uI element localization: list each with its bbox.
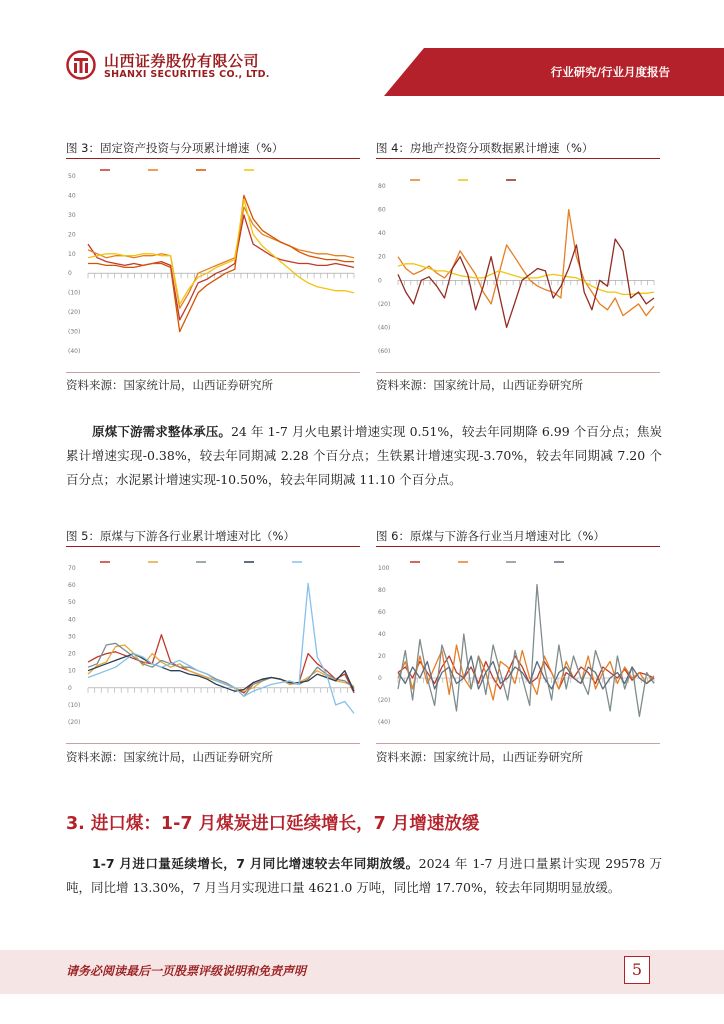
figure-4-title: 图 4：房地产投资分项数据累计增速（%） (376, 141, 594, 155)
figure-6-bottom-rule (376, 743, 660, 744)
fig3-y-tick: 0 (68, 270, 72, 278)
fig5-y-tick: 20 (68, 650, 76, 658)
fig4-y-tick: (40) (378, 324, 391, 332)
fig5-y-tick: 50 (68, 599, 76, 607)
paragraph-coal-demand-body: 24 年 1-7 月火电累计增速实现 0.51%，较去年同期降 6.99 个百分点；焦炭累计增速实现-0.38%，较去年同期减 2.28 个百分点；生铁累计增速实现-3.70%，较去年同期减 7.20 个百分点；水泥累计增速实现-10.50%，较去年同期减 11.10 个百分点。 (66, 424, 662, 487)
fig5-y-tick: (20) (68, 719, 81, 726)
company-name-en: SHANXI SECURITIES CO., LTD. (104, 69, 270, 80)
fig4-y-tick: 60 (378, 206, 386, 214)
fig3-y-tick: (40) (68, 348, 81, 355)
company-logo-icon (66, 50, 96, 80)
fig4-series-0 (398, 210, 654, 316)
figure-3-source: 资料来源：国家统计局，山西证券研究所 (66, 378, 273, 392)
figure-5-title: 图 5：原煤与下游各行业累计增速对比（%） (66, 529, 295, 543)
fig5-y-tick: 40 (68, 616, 76, 624)
report-type-label: 行业研究/行业月度报告 (550, 65, 670, 79)
fig4-y-tick: (60) (378, 348, 391, 355)
figure-5-chart (66, 554, 360, 738)
fig5-y-tick: (10) (68, 701, 81, 709)
fig5-svg (66, 554, 360, 738)
fig6-series-2 (398, 585, 654, 717)
fig4-y-tick: 20 (378, 253, 386, 261)
fig4-y-tick: (20) (378, 300, 391, 308)
page-header (0, 0, 724, 96)
fig3-y-tick: (30) (68, 328, 81, 336)
fig3-y-tick: 30 (68, 211, 76, 219)
figure-6-source: 资料来源：国家统计局，山西证券研究所 (376, 750, 583, 764)
fig5-y-tick: 60 (68, 582, 76, 590)
figure-3-title: 图 3：固定资产投资与分项累计增速（%） (66, 141, 284, 155)
fig3-series-3 (88, 199, 354, 304)
fig3-y-tick: 40 (68, 192, 76, 200)
fig4-series-1 (398, 264, 654, 295)
paragraph-coal-demand (66, 420, 662, 492)
paragraph-import-body: 2024 年 1-7 月进口量累计实现 29578 万吨，同比增 13.30%，7 月当月实现进口量 4621.0 万吨，同比增 17.70%，较去年同期明显放缓。 (66, 856, 662, 895)
fig6-y-tick: 0 (378, 675, 382, 682)
figure-3-chart (66, 162, 360, 367)
fig6-y-tick: 100 (378, 565, 390, 572)
fig3-y-tick: 20 (68, 231, 76, 239)
figure-5-top-rule (66, 546, 360, 547)
fig5-y-tick: 30 (68, 633, 76, 641)
fig5-y-tick: 0 (68, 684, 72, 692)
fig5-y-tick: 70 (68, 565, 76, 572)
figure-6-chart (376, 554, 660, 738)
fig5-series-0 (88, 635, 354, 693)
figure-5-source: 资料来源：国家统计局，山西证券研究所 (66, 750, 273, 764)
figure-4-chart (376, 172, 660, 367)
fig4-y-tick: 0 (378, 277, 382, 285)
paragraph-coal-demand-lead: 原煤下游需求整体承压。 (92, 424, 231, 439)
figure-6-title: 图 6：原煤与下游各行业当月增速对比（%） (376, 529, 605, 543)
disclaimer-link[interactable]: 请务必阅读最后一页股票评级说明和免责声明 (66, 964, 307, 978)
figure-4-top-rule (376, 158, 660, 159)
fig5-y-tick: 10 (68, 667, 76, 675)
figure-5-bottom-rule (66, 743, 360, 744)
fig3-y-tick: 50 (68, 173, 76, 180)
fig3-y-tick: 10 (68, 250, 76, 258)
figure-3-top-rule (66, 158, 360, 159)
figure-4-source: 资料来源：国家统计局，山西证券研究所 (376, 378, 583, 392)
figure-6-top-rule (376, 546, 660, 547)
fig3-y-tick: (20) (68, 309, 81, 317)
section-title: 3. 进口煤：1-7 月煤炭进口延续增长，7 月增速放缓 (66, 814, 480, 834)
fig3-svg (66, 162, 360, 367)
fig4-y-tick: 40 (378, 230, 386, 238)
fig6-y-tick: 80 (378, 587, 386, 594)
fig6-y-tick: (40) (378, 719, 391, 726)
fig6-y-tick: (20) (378, 697, 391, 704)
fig6-y-tick: 40 (378, 631, 386, 638)
fig6-y-tick: 60 (378, 609, 386, 616)
fig6-y-tick: 20 (378, 653, 386, 660)
fig4-svg (376, 172, 660, 367)
paragraph-import-lead: 1-7 月进口量延续增长，7 月同比增速较去年同期放缓。 (92, 856, 419, 871)
fig6-svg (376, 554, 660, 738)
figure-3-bottom-rule (66, 372, 360, 373)
page-number: 5 (624, 956, 650, 984)
fig4-y-tick: 80 (378, 183, 386, 190)
fig3-y-tick: (10) (68, 289, 81, 297)
paragraph-import (66, 852, 662, 900)
figure-4-bottom-rule (376, 372, 660, 373)
company-name-cn: 山西证券股份有限公司 (104, 52, 260, 70)
